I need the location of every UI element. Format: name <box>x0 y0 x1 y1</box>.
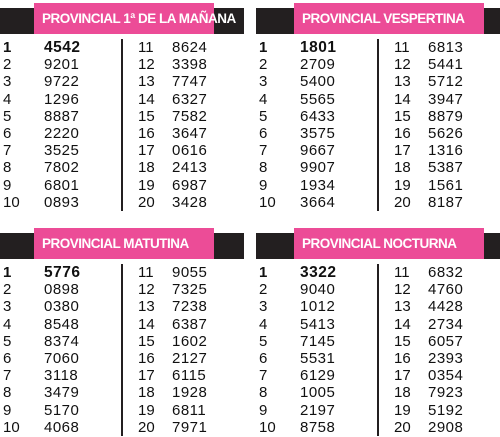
position-number: 1 <box>3 264 12 281</box>
drawn-number: 6832 <box>428 264 464 281</box>
result-row <box>0 125 118 142</box>
position-number: 20 <box>138 193 155 211</box>
result-row <box>128 384 246 401</box>
drawn-number: 5565 <box>300 90 336 108</box>
position-number: 7 <box>3 142 12 160</box>
drawn-number: 8374 <box>44 332 80 350</box>
drawn-number: 3525 <box>44 142 80 160</box>
position-number: 17 <box>138 367 155 385</box>
column-divider <box>377 39 379 211</box>
position-number: 11 <box>394 39 410 56</box>
drawn-number: 5387 <box>428 159 464 177</box>
drawn-number: 3575 <box>300 124 336 142</box>
drawn-number: 9040 <box>300 281 336 299</box>
position-number: 14 <box>394 315 411 333</box>
result-row <box>384 177 500 194</box>
result-row <box>0 350 118 367</box>
drawn-number: 6327 <box>172 90 208 108</box>
drawn-number: 4542 <box>44 39 81 56</box>
drawn-number: 8187 <box>428 193 464 211</box>
position-number: 5 <box>259 332 268 350</box>
drawn-number: 7582 <box>172 107 208 125</box>
panel-header <box>256 225 500 262</box>
drawn-number: 8624 <box>172 39 208 56</box>
header-title-tag <box>294 228 484 259</box>
drawn-number: 5441 <box>428 56 464 74</box>
position-number: 5 <box>259 107 268 125</box>
panel-title: PROVINCIAL 1ª DE LA MAÑANA <box>42 11 236 26</box>
results-column-left <box>0 264 118 436</box>
result-row <box>128 419 246 436</box>
result-row <box>0 159 118 176</box>
drawn-number: 1316 <box>428 142 464 160</box>
result-row <box>128 91 246 108</box>
drawn-number: 7325 <box>172 281 208 299</box>
panel-title: PROVINCIAL MATUTINA <box>42 236 189 251</box>
result-row <box>256 367 374 384</box>
position-number: 8 <box>259 384 268 402</box>
drawn-number: 6433 <box>300 107 336 125</box>
panel-header <box>0 225 244 262</box>
result-row <box>128 367 246 384</box>
result-row <box>0 39 118 56</box>
position-number: 9 <box>3 176 12 194</box>
position-number: 19 <box>138 401 155 419</box>
drawn-number: 2413 <box>172 159 208 177</box>
result-row <box>0 194 118 211</box>
position-number: 5 <box>3 107 12 125</box>
drawn-number: 4428 <box>428 298 464 316</box>
position-number: 18 <box>394 384 411 402</box>
position-number: 13 <box>138 73 155 91</box>
result-row <box>384 350 500 367</box>
position-number: 14 <box>394 90 411 108</box>
drawn-number: 7145 <box>300 332 336 350</box>
result-row <box>384 419 500 436</box>
drawn-number: 2734 <box>428 315 464 333</box>
result-row <box>384 125 500 142</box>
drawn-number: 5626 <box>428 124 464 142</box>
position-number: 18 <box>394 159 411 177</box>
position-number: 15 <box>138 107 155 125</box>
result-row <box>256 384 374 401</box>
result-row <box>0 142 118 159</box>
result-row <box>384 402 500 419</box>
position-number: 7 <box>3 367 12 385</box>
result-row <box>384 298 500 315</box>
drawn-number: 5712 <box>428 73 464 91</box>
drawn-number: 9667 <box>300 142 336 160</box>
result-row <box>384 159 500 176</box>
drawn-number: 0898 <box>44 281 80 299</box>
position-number: 2 <box>259 281 268 299</box>
position-number: 1 <box>259 39 268 56</box>
position-number: 16 <box>394 124 411 142</box>
results-column-left <box>0 39 118 211</box>
position-number: 3 <box>259 73 268 91</box>
result-row <box>128 350 246 367</box>
position-number: 20 <box>138 418 155 436</box>
result-row <box>256 316 374 333</box>
position-number: 17 <box>394 367 411 385</box>
drawn-number: 2393 <box>428 349 464 367</box>
position-number: 1 <box>3 39 12 56</box>
position-number: 6 <box>259 349 268 367</box>
result-row <box>128 125 246 142</box>
position-number: 17 <box>138 142 155 160</box>
position-number: 15 <box>394 107 411 125</box>
result-row <box>256 298 374 315</box>
drawn-number: 7238 <box>172 298 208 316</box>
result-row <box>128 73 246 90</box>
drawn-number: 6813 <box>428 39 464 56</box>
panel-provincial-nocturna <box>256 225 500 437</box>
result-row <box>384 39 500 56</box>
result-row <box>0 73 118 90</box>
drawn-number: 9907 <box>300 159 336 177</box>
drawn-number: 1296 <box>44 90 80 108</box>
panel-title: PROVINCIAL NOCTURNA <box>302 236 457 251</box>
drawn-number: 7802 <box>44 159 80 177</box>
result-row <box>256 159 374 176</box>
position-number: 20 <box>394 193 411 211</box>
result-row <box>384 194 500 211</box>
position-number: 11 <box>394 264 410 281</box>
position-number: 7 <box>259 367 268 385</box>
drawn-number: 9201 <box>44 56 80 74</box>
result-row <box>384 142 500 159</box>
drawn-number: 8758 <box>300 418 336 436</box>
drawn-number: 0893 <box>44 193 80 211</box>
position-number: 6 <box>3 349 12 367</box>
position-number: 13 <box>394 73 411 91</box>
drawn-number: 7060 <box>44 349 80 367</box>
position-number: 12 <box>138 281 155 299</box>
result-row <box>128 333 246 350</box>
drawn-number: 6801 <box>44 176 80 194</box>
result-row <box>0 402 118 419</box>
drawn-number: 3118 <box>44 367 79 385</box>
result-row <box>384 316 500 333</box>
position-number: 6 <box>259 124 268 142</box>
column-divider <box>121 264 123 436</box>
drawn-number: 9055 <box>172 264 208 281</box>
position-number: 18 <box>138 159 155 177</box>
position-number: 19 <box>394 401 411 419</box>
drawn-number: 9722 <box>44 73 80 91</box>
result-row <box>128 264 246 281</box>
result-row <box>128 402 246 419</box>
position-number: 5 <box>3 332 12 350</box>
results-table <box>256 39 500 211</box>
drawn-number: 8887 <box>44 107 80 125</box>
result-row <box>256 125 374 142</box>
position-number: 20 <box>394 418 411 436</box>
results-table <box>0 264 244 436</box>
drawn-number: 7971 <box>172 418 208 436</box>
position-number: 16 <box>394 349 411 367</box>
position-number: 4 <box>3 315 12 333</box>
header-title-tag <box>34 228 214 259</box>
results-column-right <box>128 264 246 436</box>
drawn-number: 6115 <box>172 367 207 385</box>
result-row <box>0 298 118 315</box>
result-row <box>0 91 118 108</box>
result-row <box>384 367 500 384</box>
result-row <box>128 194 246 211</box>
results-column-right <box>384 264 500 436</box>
position-number: 12 <box>394 56 411 74</box>
result-row <box>384 56 500 73</box>
header-title-tag <box>294 3 484 34</box>
position-number: 14 <box>138 315 155 333</box>
position-number: 10 <box>3 418 20 436</box>
drawn-number: 4068 <box>44 418 80 436</box>
position-number: 14 <box>138 90 155 108</box>
result-row <box>256 73 374 90</box>
position-number: 9 <box>259 176 268 194</box>
drawn-number: 0380 <box>44 298 80 316</box>
result-row <box>128 298 246 315</box>
result-row <box>256 56 374 73</box>
drawn-number: 1561 <box>428 176 464 194</box>
panel-title: PROVINCIAL VESPERTINA <box>302 11 465 26</box>
position-number: 17 <box>394 142 411 160</box>
results-column-left <box>256 39 374 211</box>
panel-header <box>0 0 244 37</box>
drawn-number: 2197 <box>300 401 336 419</box>
result-row <box>256 281 374 298</box>
drawn-number: 3398 <box>172 56 208 74</box>
drawn-number: 1934 <box>300 176 336 194</box>
position-number: 12 <box>394 281 411 299</box>
drawn-number: 8879 <box>428 107 464 125</box>
position-number: 3 <box>259 298 268 316</box>
result-row <box>256 402 374 419</box>
drawn-number: 5776 <box>44 264 81 281</box>
position-number: 2 <box>3 56 12 74</box>
result-row <box>384 333 500 350</box>
position-number: 19 <box>394 176 411 194</box>
panel-header <box>256 0 500 37</box>
column-divider <box>121 39 123 211</box>
drawn-number: 2908 <box>428 418 464 436</box>
position-number: 13 <box>394 298 411 316</box>
drawn-number: 5531 <box>300 349 336 367</box>
result-row <box>0 419 118 436</box>
position-number: 1 <box>259 264 268 281</box>
result-row <box>0 281 118 298</box>
position-number: 4 <box>259 315 268 333</box>
drawn-number: 3947 <box>428 90 464 108</box>
position-number: 9 <box>259 401 268 419</box>
drawn-number: 7747 <box>172 73 208 91</box>
result-row <box>256 142 374 159</box>
result-row <box>0 177 118 194</box>
drawn-number: 3428 <box>172 193 208 211</box>
position-number: 15 <box>394 332 411 350</box>
position-number: 16 <box>138 349 155 367</box>
drawn-number: 1928 <box>172 384 208 402</box>
position-number: 8 <box>259 159 268 177</box>
position-number: 2 <box>3 281 12 299</box>
drawn-number: 2220 <box>44 124 80 142</box>
result-row <box>128 281 246 298</box>
results-table <box>0 39 244 211</box>
result-row <box>256 264 374 281</box>
drawn-number: 2709 <box>300 56 336 74</box>
result-row <box>128 316 246 333</box>
panel-provincial-manana <box>0 0 244 212</box>
result-row <box>256 350 374 367</box>
position-number: 3 <box>3 298 12 316</box>
position-number: 3 <box>3 73 12 91</box>
position-number: 19 <box>138 176 155 194</box>
drawn-number: 6057 <box>428 332 464 350</box>
result-row <box>384 91 500 108</box>
drawn-number: 1801 <box>300 39 337 56</box>
drawn-number: 4760 <box>428 281 464 299</box>
drawn-number: 5400 <box>300 73 336 91</box>
panel-provincial-matutina <box>0 225 244 437</box>
position-number: 11 <box>138 264 154 281</box>
result-row <box>0 56 118 73</box>
result-row <box>0 316 118 333</box>
result-row <box>256 419 374 436</box>
drawn-number: 2127 <box>172 349 208 367</box>
result-row <box>128 108 246 125</box>
result-row <box>0 384 118 401</box>
result-row <box>128 39 246 56</box>
drawn-number: 5192 <box>428 401 464 419</box>
position-number: 10 <box>259 193 276 211</box>
position-number: 13 <box>138 298 155 316</box>
column-divider <box>377 264 379 436</box>
position-number: 16 <box>138 124 155 142</box>
result-row <box>384 73 500 90</box>
position-number: 6 <box>3 124 12 142</box>
position-number: 7 <box>259 142 268 160</box>
drawn-number: 6987 <box>172 176 208 194</box>
result-row <box>128 142 246 159</box>
drawn-number: 8548 <box>44 315 80 333</box>
results-column-right <box>384 39 500 211</box>
position-number: 9 <box>3 401 12 419</box>
result-row <box>384 264 500 281</box>
position-number: 8 <box>3 384 12 402</box>
position-number: 15 <box>138 332 155 350</box>
result-row <box>0 333 118 350</box>
result-row <box>256 91 374 108</box>
drawn-number: 1602 <box>172 332 208 350</box>
result-row <box>0 264 118 281</box>
panel-provincial-vespertina <box>256 0 500 212</box>
drawn-number: 6811 <box>172 401 207 419</box>
drawn-number: 3664 <box>300 193 336 211</box>
results-column-left <box>256 264 374 436</box>
result-row <box>0 367 118 384</box>
result-row <box>0 108 118 125</box>
drawn-number: 6129 <box>300 367 336 385</box>
position-number: 8 <box>3 159 12 177</box>
header-title-tag <box>34 3 236 34</box>
result-row <box>256 108 374 125</box>
drawn-number: 3479 <box>44 384 80 402</box>
result-row <box>128 177 246 194</box>
drawn-number: 6387 <box>172 315 208 333</box>
position-number: 2 <box>259 56 268 74</box>
drawn-number: 3322 <box>300 264 337 281</box>
drawn-number: 5170 <box>44 401 80 419</box>
position-number: 10 <box>3 193 20 211</box>
drawn-number: 0616 <box>172 142 208 160</box>
result-row <box>384 108 500 125</box>
result-row <box>384 281 500 298</box>
position-number: 11 <box>138 39 154 56</box>
drawn-number: 1012 <box>300 298 336 316</box>
result-row <box>256 39 374 56</box>
result-row <box>256 177 374 194</box>
drawn-number: 1005 <box>300 384 336 402</box>
result-row <box>128 56 246 73</box>
result-row <box>384 384 500 401</box>
position-number: 10 <box>259 418 276 436</box>
position-number: 4 <box>259 90 268 108</box>
position-number: 4 <box>3 90 12 108</box>
results-table <box>256 264 500 436</box>
position-number: 12 <box>138 56 155 74</box>
drawn-number: 5413 <box>300 315 336 333</box>
result-row <box>256 194 374 211</box>
drawn-number: 7923 <box>428 384 464 402</box>
position-number: 18 <box>138 384 155 402</box>
result-row <box>128 159 246 176</box>
result-row <box>256 333 374 350</box>
drawn-number: 0354 <box>428 367 464 385</box>
results-column-right <box>128 39 246 211</box>
drawn-number: 3647 <box>172 124 208 142</box>
